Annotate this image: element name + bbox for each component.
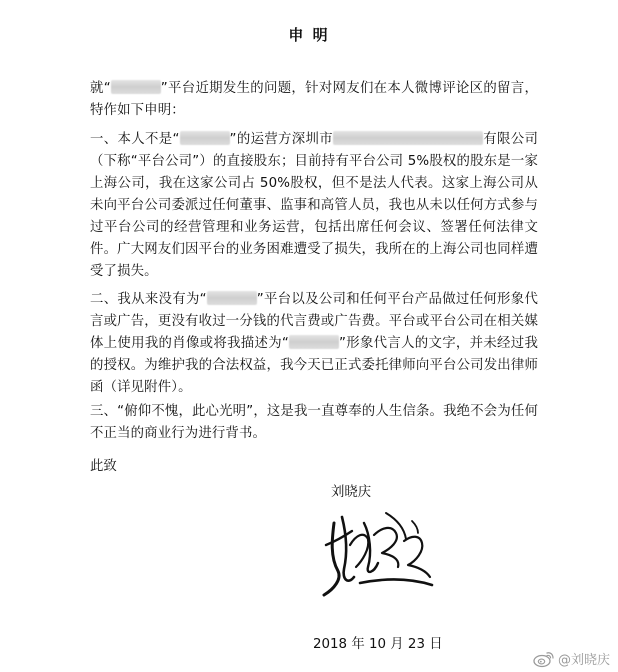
p2-segment-3: ”形象代言人的文字，并未经过我的授权。为维护我的合法权益，我今天已正式委托律师向平台公司发出律师函（详见附件）。 [90, 336, 538, 395]
document-title: 申 明 [288, 26, 330, 44]
handwritten-signature [320, 505, 440, 605]
intro-text-after: ”平台近期发生的问题，针对网友们在本人微博评论区的留言，特作如下申明： [90, 81, 538, 118]
weibo-logo-icon [533, 650, 555, 668]
redacted-platform-name [207, 291, 257, 305]
closing-salutation: 此致 [90, 459, 117, 474]
p1-segment-3: 有限公司（下称“平台公司”）的直接股东；目前持有平台公司 5%股权的股东是一家上海公司，我在这家公司占 50%股权，但不是法人代表。这家上海公司从未向平台公司委派过任何董事、监事和高管人员，我也从未以任何方式参与过平台公司的经营管理和业务运营，包括出席任何会议、签署任何法律文件。广大网友们因平台的业务困难遭受了损失，我所在的上海公司也同样遭受了损失。 [90, 132, 538, 279]
intro-text-before: 就“ [90, 81, 111, 96]
paragraph-two [90, 289, 538, 399]
paragraph-three: 三、“俯仰不愧，此心光明”，这是我一直尊奉的人生信条。我绝不会为任何不正当的商业行为进行背书。 [90, 404, 538, 441]
p2-segment-1: 二、我从来没有为“ [90, 292, 207, 307]
redacted-platform-name [111, 80, 161, 94]
intro-paragraph [90, 78, 538, 122]
p1-segment-2: ”的运营方深圳市 [229, 132, 334, 147]
p1-segment-1: 一、本人不是“ [90, 132, 180, 147]
p2-segment-2: ”平台以及公司和任何平台产品做过任何形象代言或广告，更没有收过一分钱的代言费或广告费。平台或平台公司在相关媒体上使用我的肖像或将我描述为“ [90, 292, 538, 351]
redacted-platform-name [180, 131, 230, 145]
weibo-watermark [533, 649, 610, 668]
document-date: 2018 年 10 月 23 日 [313, 637, 443, 652]
paragraph-one [90, 129, 538, 283]
redacted-company-name [333, 131, 483, 145]
weibo-handle: @刘晓庆 [557, 653, 610, 668]
signer-name: 刘晓庆 [331, 485, 372, 500]
redacted-platform-name [289, 335, 339, 349]
